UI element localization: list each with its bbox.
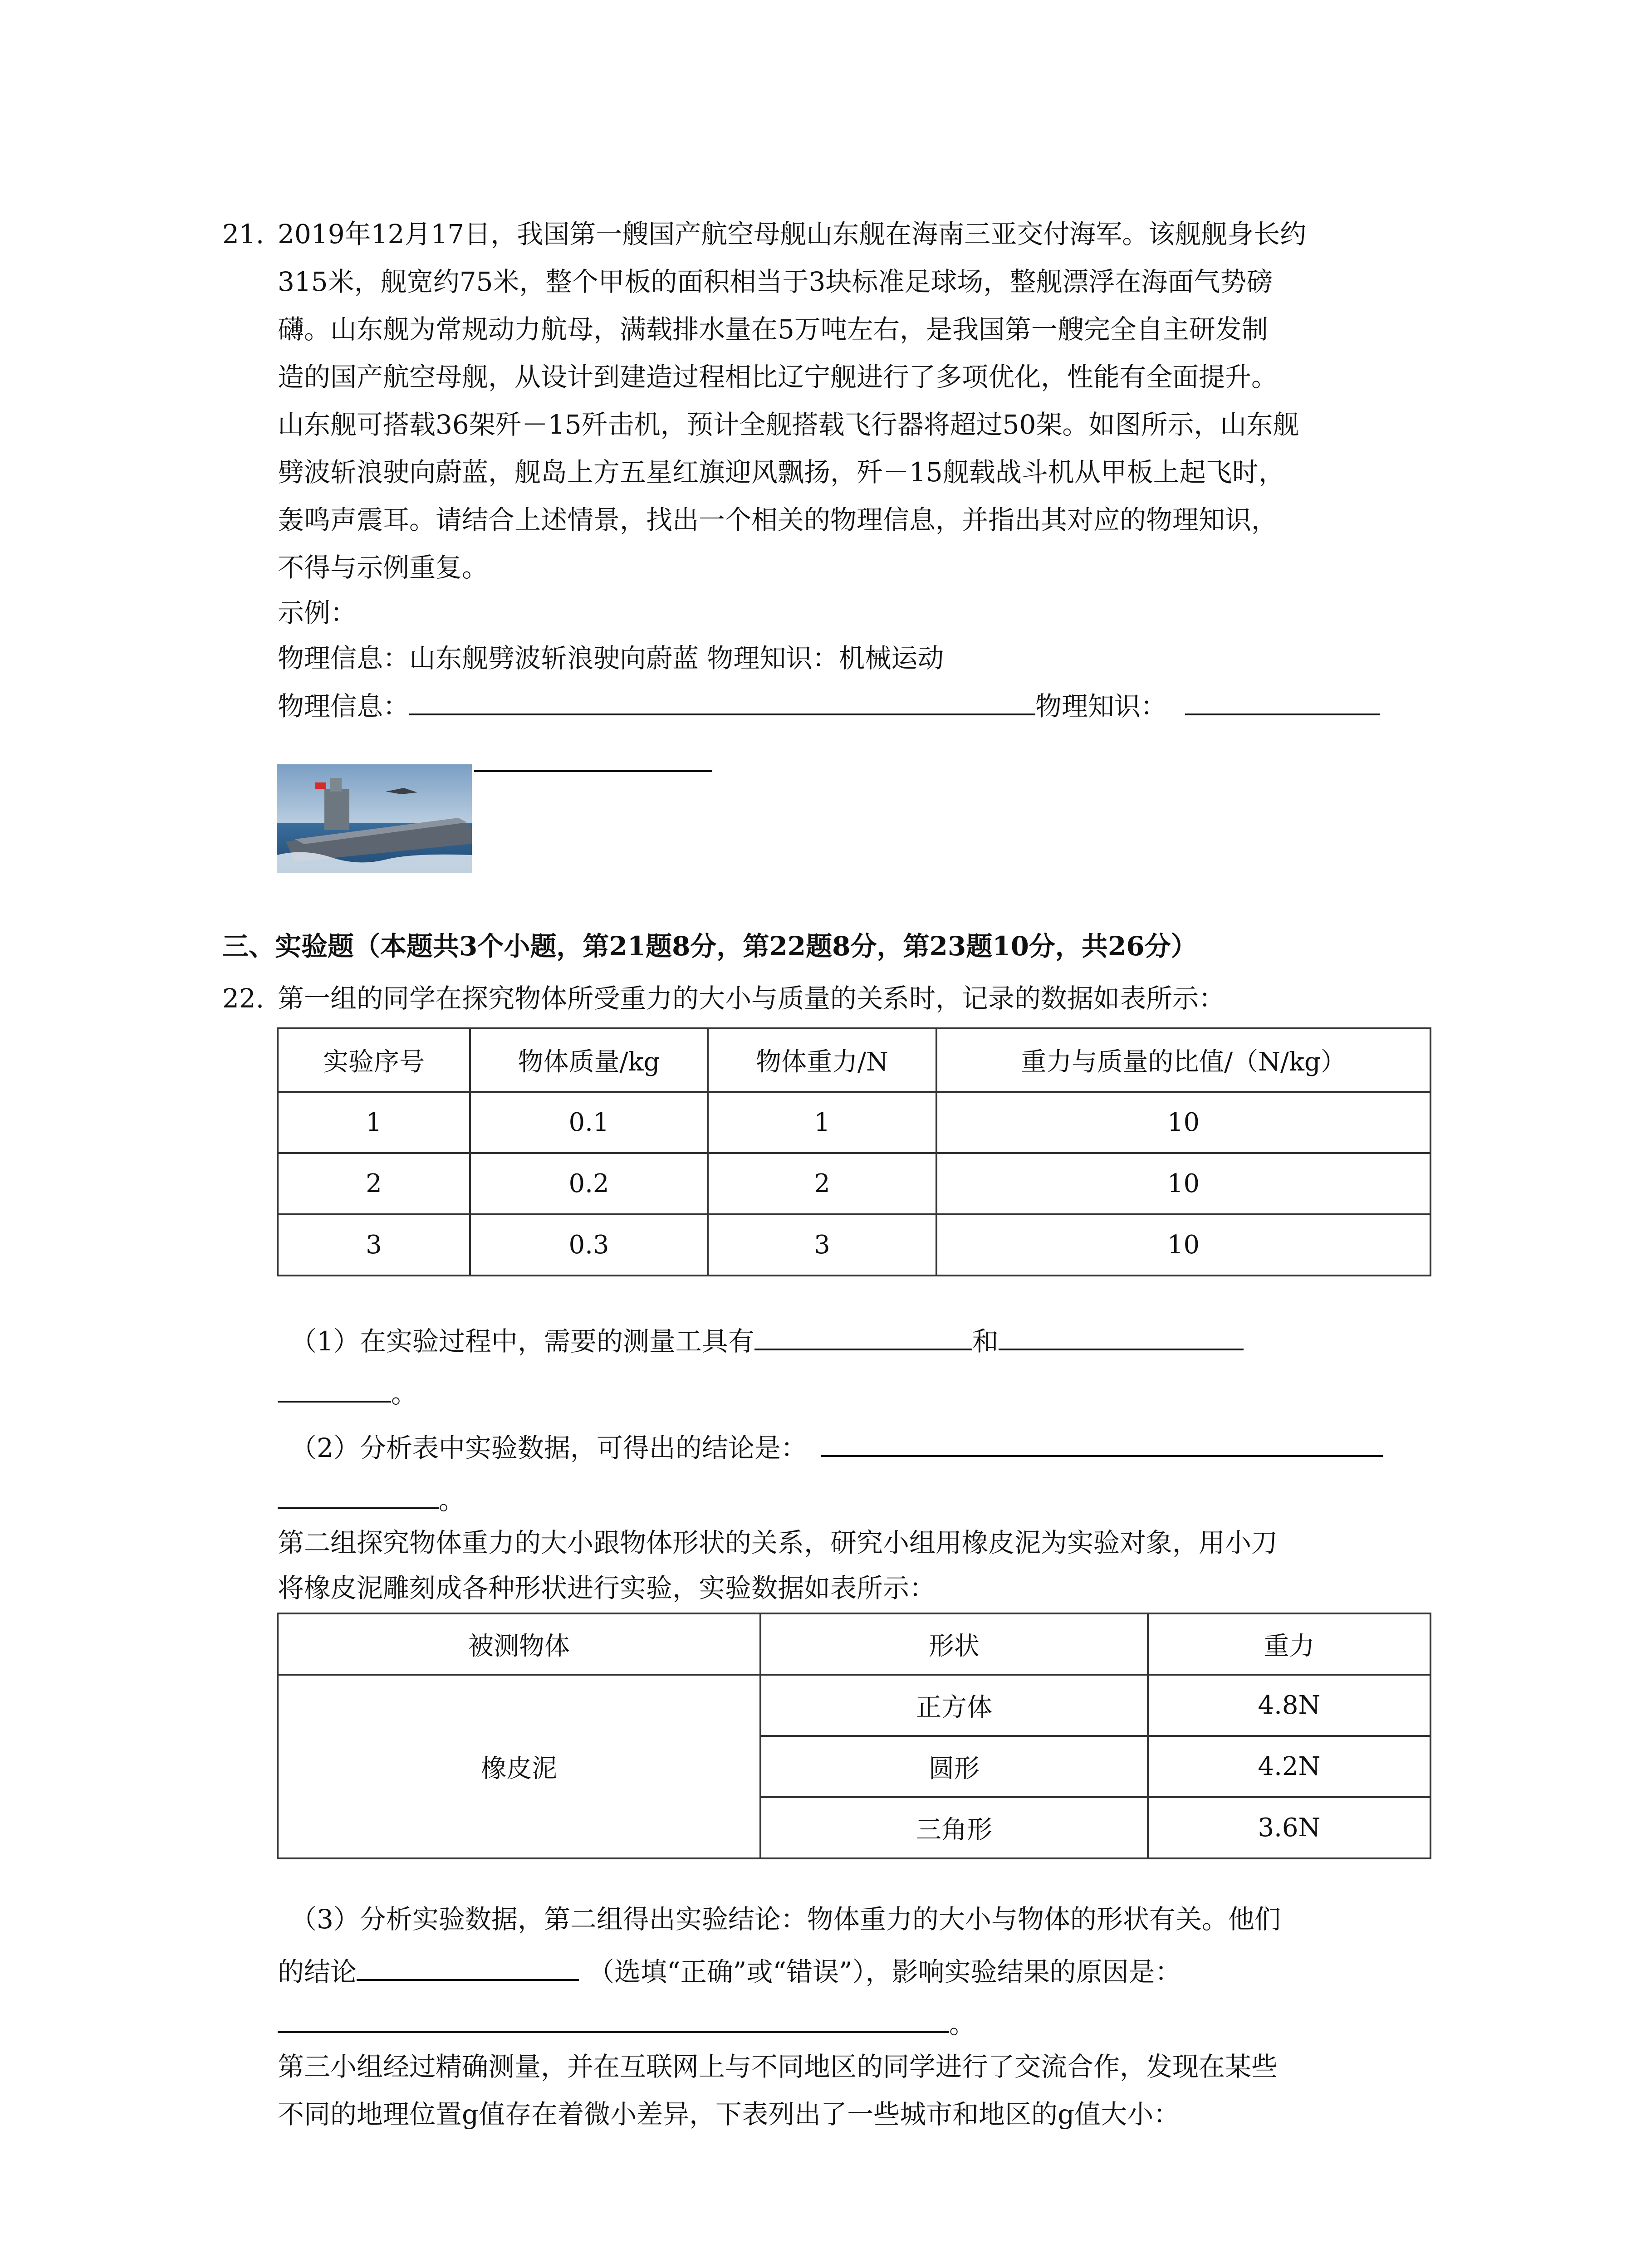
question-text-line: 315米，舰宽约75米，整个甲板的面积相当于3块标准足球场，整舰漂浮在海面气势磅 — [278, 266, 1273, 297]
subquestion-1-text: （1）在实验过程中，需要的测量工具有 — [290, 1326, 754, 1357]
question-text-line: 礴。山东舰为常规动力航母，满载排水量在5万吨左右，是我国第一艘完全自主研发制 — [278, 314, 1268, 345]
table-header: 形状 — [760, 1613, 1148, 1675]
knowledge-answer-blank-continued[interactable] — [474, 744, 712, 772]
table-header: 实验序号 — [278, 1028, 470, 1092]
table-row — [278, 1153, 1430, 1214]
table-cell: 1 — [708, 1092, 936, 1153]
table-cell: 三角形 — [760, 1797, 1148, 1858]
question-text-line: 劈波斩浪驶向蔚蓝，舰岛上方五星红旗迎风飘扬，歼－15舰载战斗机从甲板上起飞时， — [278, 457, 1285, 488]
table-row — [278, 1214, 1430, 1276]
table-header: 物体重力/N — [708, 1028, 936, 1092]
table-cell: 4.2N — [1148, 1736, 1430, 1797]
and-label: 和 — [972, 1326, 999, 1357]
subquestion-2-text: （2）分析表中实验数据，可得出的结论是： — [290, 1432, 807, 1463]
subquestion-1 — [290, 1322, 1244, 1358]
question-number: 21. — [222, 219, 265, 249]
table-cell-object: 橡皮泥 — [278, 1675, 760, 1858]
table-row — [278, 1092, 1430, 1153]
question-text-line: 轰鸣声震耳。请结合上述情景，找出一个相关的物理信息，并指出其对应的物理知识， — [278, 504, 1278, 535]
table-cell: 3 — [708, 1214, 936, 1276]
question-text-line: 山东舰可搭载36架歼－15歼击机，预计全舰搭载飞行器将超过50架。如图所示，山东舰 — [278, 409, 1299, 440]
subquestion-1-continued — [278, 1374, 417, 1410]
subquestion-3-text: 的结论 — [278, 1956, 357, 1987]
question-text-line: 2019年12月17日，我国第一艘国产航空母舰山东舰在海南三亚交付海军。该舰舰身长约 — [278, 219, 1307, 249]
shape-weight-table — [277, 1613, 1431, 1859]
tool-answer-blank-2[interactable] — [999, 1322, 1244, 1350]
table-cell: 3 — [278, 1214, 470, 1276]
table-cell: 0.1 — [470, 1092, 708, 1153]
group3-text-line: 第三小组经过精确测量，并在互联网上与不同地区的同学进行了交流合作，发现在某些 — [278, 2051, 1278, 2082]
table-cell: 圆形 — [760, 1736, 1148, 1797]
tool-answer-blank-2-continued[interactable] — [278, 1374, 391, 1403]
table-cell: 1 — [278, 1092, 470, 1153]
table-cell: 0.3 — [470, 1214, 708, 1276]
question-text-line: 不得与示例重复。 — [278, 552, 489, 583]
example-line: 物理信息：山东舰劈波斩浪驶向蔚蓝 物理知识：机械运动 — [278, 643, 944, 674]
table-cell: 正方体 — [760, 1675, 1148, 1736]
subquestion-2-continued — [278, 1481, 465, 1516]
info-answer-blank[interactable] — [409, 687, 1035, 715]
question-text-line: 造的国产航空母舰，从设计到建造过程相比辽宁舰进行了多项优化，性能有全面提升。 — [278, 362, 1278, 392]
aircraft-carrier-photo — [277, 764, 472, 873]
group2-text-line: 将橡皮泥雕刻成各种形状进行实验，实验数据如表所示： — [278, 1573, 936, 1603]
tool-answer-blank-1[interactable] — [754, 1322, 972, 1350]
subquestion-3-line2 — [278, 1953, 1181, 1988]
table-row — [278, 1675, 1430, 1736]
table-cell: 2 — [278, 1153, 470, 1214]
info-label: 物理信息： — [278, 691, 410, 722]
table-cell: 4.8N — [1148, 1675, 1430, 1736]
period: 。 — [949, 2009, 976, 2039]
group2-text-line: 第二组探究物体重力的大小跟物体形状的关系，研究小组用橡皮泥为实验对象，用小刀 — [278, 1527, 1278, 1558]
reason-answer-blank[interactable] — [278, 2005, 949, 2033]
subquestion-3-line3 — [278, 2005, 975, 2040]
table-header: 被测物体 — [278, 1613, 760, 1675]
table-header: 物体质量/kg — [470, 1028, 708, 1092]
subquestion-3-text-b: （选填“正确”或“错误”），影响实验结果的原因是： — [588, 1956, 1181, 1987]
judgment-answer-blank[interactable] — [357, 1953, 579, 1981]
conclusion-answer-blank[interactable] — [821, 1429, 1383, 1457]
question-intro: 第一组的同学在探究物体所受重力的大小与质量的关系时，记录的数据如表所示： — [278, 983, 1225, 1014]
subquestion-3-line: （3）分析实验数据，第二组得出实验结论：物体重力的大小与物体的形状有关。他们 — [290, 1904, 1281, 1935]
knowledge-answer-blank[interactable] — [1185, 687, 1380, 715]
table-cell: 3.6N — [1148, 1797, 1430, 1858]
mass-weight-table — [277, 1027, 1431, 1276]
question-number: 22. — [222, 983, 265, 1014]
table-cell: 0.2 — [470, 1153, 708, 1214]
period: 。 — [391, 1378, 418, 1409]
table-cell: 10 — [936, 1092, 1430, 1153]
answer-line-q21 — [278, 687, 1380, 723]
conclusion-answer-blank-continued[interactable] — [278, 1481, 439, 1509]
period: 。 — [439, 1485, 465, 1515]
table-cell: 10 — [936, 1214, 1430, 1276]
table-cell: 2 — [708, 1153, 936, 1214]
section-title: 三、实验题（本题共3个小题，第21题8分，第22题8分，第23题10分，共26分） — [222, 931, 1197, 962]
group3-text-line: 不同的地理位置g值存在着微小差异，下表列出了一些城市和地区的g值大小： — [278, 2099, 1180, 2130]
subquestion-2 — [290, 1429, 1383, 1464]
knowledge-label: 物理知识： — [1035, 691, 1167, 722]
table-header: 重力 — [1148, 1613, 1430, 1675]
table-header: 重力与质量的比值/（N/kg） — [936, 1028, 1430, 1092]
table-cell: 10 — [936, 1153, 1430, 1214]
example-label: 示例： — [278, 597, 357, 628]
